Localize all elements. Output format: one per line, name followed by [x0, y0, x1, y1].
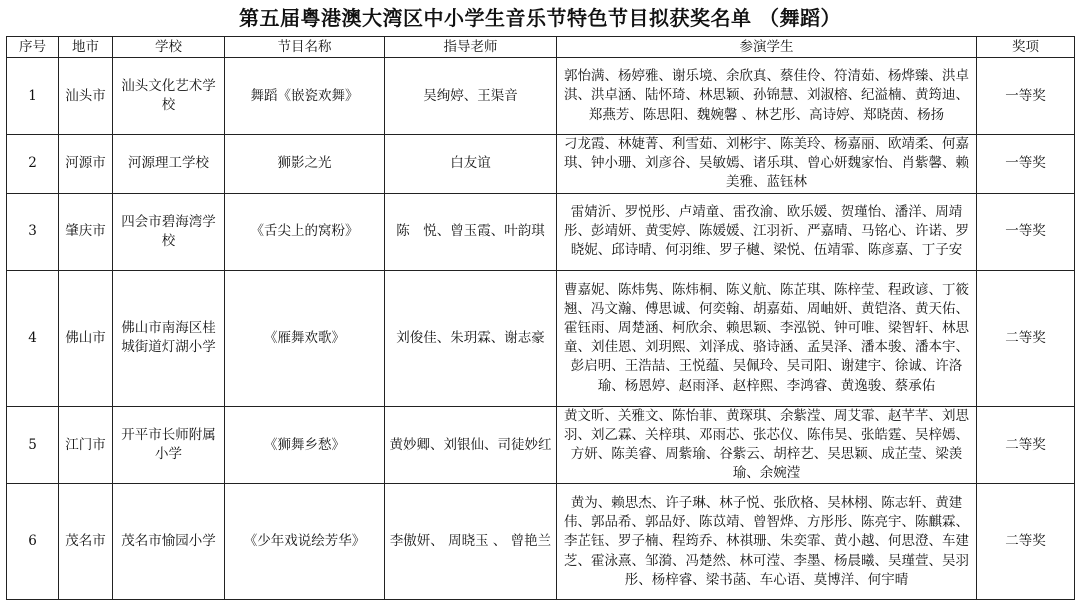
cell-program: 舞蹈《嵌瓷欢舞》: [225, 58, 385, 135]
cell-no: 6: [7, 484, 59, 600]
cell-no: 3: [7, 193, 59, 270]
header-award: 奖项: [977, 37, 1075, 58]
header-no: 序号: [7, 37, 59, 58]
cell-students: 郭怡满、杨婷雅、谢乐境、余欣真、蔡佳伶、符清茹、杨烨臻、洪卓淇、洪卓涵、陆怀琦、林思颖、孙锦慧、刘淑榕、纪溢楠、黄筠迪、郑燕芳、陈思阳、魏婉馨 、林艺彤、高诗婷、郑晓茵、杨扬: [557, 58, 977, 135]
header-city: 地市: [59, 37, 113, 58]
cell-teacher: 吴绚婷、王渠音: [385, 58, 557, 135]
document-title: 第五届粤港澳大湾区中小学生音乐节特色节目拟获奖名单 （舞蹈）: [239, 6, 841, 30]
cell-city: 肇庆市: [59, 193, 113, 270]
cell-program: 《舌尖上的窝粉》: [225, 193, 385, 270]
cell-school: 茂名市愉园小学: [113, 484, 225, 600]
table-row: [7, 58, 1075, 135]
cell-award: 二等奖: [977, 406, 1075, 484]
table-row: [7, 484, 1075, 600]
cell-school: 河源理工学校: [113, 135, 225, 194]
header-teacher: 指导老师: [385, 37, 557, 58]
header-program: 节目名称: [225, 37, 385, 58]
table-header-row: [7, 37, 1075, 58]
table-row: [7, 406, 1075, 484]
cell-award: 一等奖: [977, 193, 1075, 270]
cell-students: 刁龙霞、林婕菁、利雪茹、刘彬宇、陈美玲、杨嘉丽、欧靖柔、何嘉琪、钟小珊、刘彦谷、吴敏嫣、诸乐琪、曾心妍魏家怡、肖紫馨、赖美雅、蓝钰林: [557, 135, 977, 194]
cell-teacher: 刘俊佳、朱玥霖、谢志豪: [385, 270, 557, 406]
cell-award: 一等奖: [977, 58, 1075, 135]
cell-no: 1: [7, 58, 59, 135]
cell-school: 佛山市南海区桂城街道灯湖小学: [113, 270, 225, 406]
cell-program: 狮影之光: [225, 135, 385, 194]
cell-teacher: 陈 悦、曾玉霞、叶韵琪: [385, 193, 557, 270]
cell-teacher: 李傲妍、 周晓玉 、 曾艳兰: [385, 484, 557, 600]
cell-students: 黄文昕、关雅文、陈怡菲、黄琛琪、余紫滢、周艾霏、赵芊芊、刘思羽、刘乙霖、关梓琪、邓雨芯、张芯仪、陈伟昊、张皓霆、吴梓嫣、方妍、陈美睿、周紫瑜、谷紫云、胡梓艺、吴思颖、成芷莹、梁羡瑜、余婉滢: [557, 406, 977, 484]
cell-city: 佛山市: [59, 270, 113, 406]
cell-students: 雷婧沂、罗悦彤、卢靖童、雷孜渝、欧乐媛、贺瑾怡、潘洋、周靖彤、彭靖妍、黄雯婷、陈媛媛、江羽祈、严嘉晴、马铭心、许诺、罗晓妮、邱诗晴、何羽维、罗子樾、梁悦、伍靖霏、陈彦嘉、丁子安: [557, 193, 977, 270]
cell-city: 茂名市: [59, 484, 113, 600]
cell-city: 江门市: [59, 406, 113, 484]
header-school: 学校: [113, 37, 225, 58]
table-row: [7, 270, 1075, 406]
header-students: 参演学生: [557, 37, 977, 58]
cell-city: 河源市: [59, 135, 113, 194]
cell-program: 《少年戏说绘芳华》: [225, 484, 385, 600]
cell-program: 《狮舞乡愁》: [225, 406, 385, 484]
table-row: [7, 193, 1075, 270]
cell-no: 2: [7, 135, 59, 194]
cell-award: 一等奖: [977, 135, 1075, 194]
cell-teacher: 白友谊: [385, 135, 557, 194]
cell-award: 二等奖: [977, 270, 1075, 406]
cell-students: 曹嘉妮、陈炜隽、陈炜桐、陈义航、陈芷琪、陈梓莹、程政谚、丁筱翘、冯文瀚、傅思诚、何奕翰、胡嘉茹、周岫妍、黄铠洛、黄天佑、霍钰雨、周楚涵、柯欣余、赖思颖、李泓锐、钟可唯、梁智轩、林思童、刘佳恩、刘玥熙、刘泽成、骆诗涵、孟昊泽、潘本骏、潘本宇、彭启明、王浩喆、王悦蕴、吴佩玲、吴司阳、谢建宇、徐诚、许洛瑜、杨恩婷、赵雨泽、赵梓熙、李鸿睿、黄逸骏、蔡承佑: [557, 270, 977, 406]
table-row: [7, 135, 1075, 194]
cell-school: 汕头文化艺术学校: [113, 58, 225, 135]
cell-school: 四会市碧海湾学校: [113, 193, 225, 270]
cell-program: 《雁舞欢歌》: [225, 270, 385, 406]
cell-students: 黄为、赖思杰、许子琳、林子悦、张欣格、吴林栩、陈志轩、黄建伟、郭品希、郭品妤、陈苡靖、曾智烨、方彤彤、陈亮宇、陈麒霖、李芷钰、罗子楠、程筠乔、林祺珊、朱奕霏、黄小越、何思澄、车建芝、霍泳熹、邹漪、冯楚然、林可滢、李墨、杨晨曦、吴瑾萱、吴羽彤、杨梓睿、梁书菡、车心语、莫博洋、何宇晴: [557, 484, 977, 600]
cell-teacher: 黄妙卿、刘银仙、司徒妙红: [385, 406, 557, 484]
cell-no: 4: [7, 270, 59, 406]
cell-school: 开平市长师附属小学: [113, 406, 225, 484]
cell-award: 二等奖: [977, 484, 1075, 600]
cell-city: 汕头市: [59, 58, 113, 135]
award-table: [6, 36, 1075, 600]
cell-no: 5: [7, 406, 59, 484]
